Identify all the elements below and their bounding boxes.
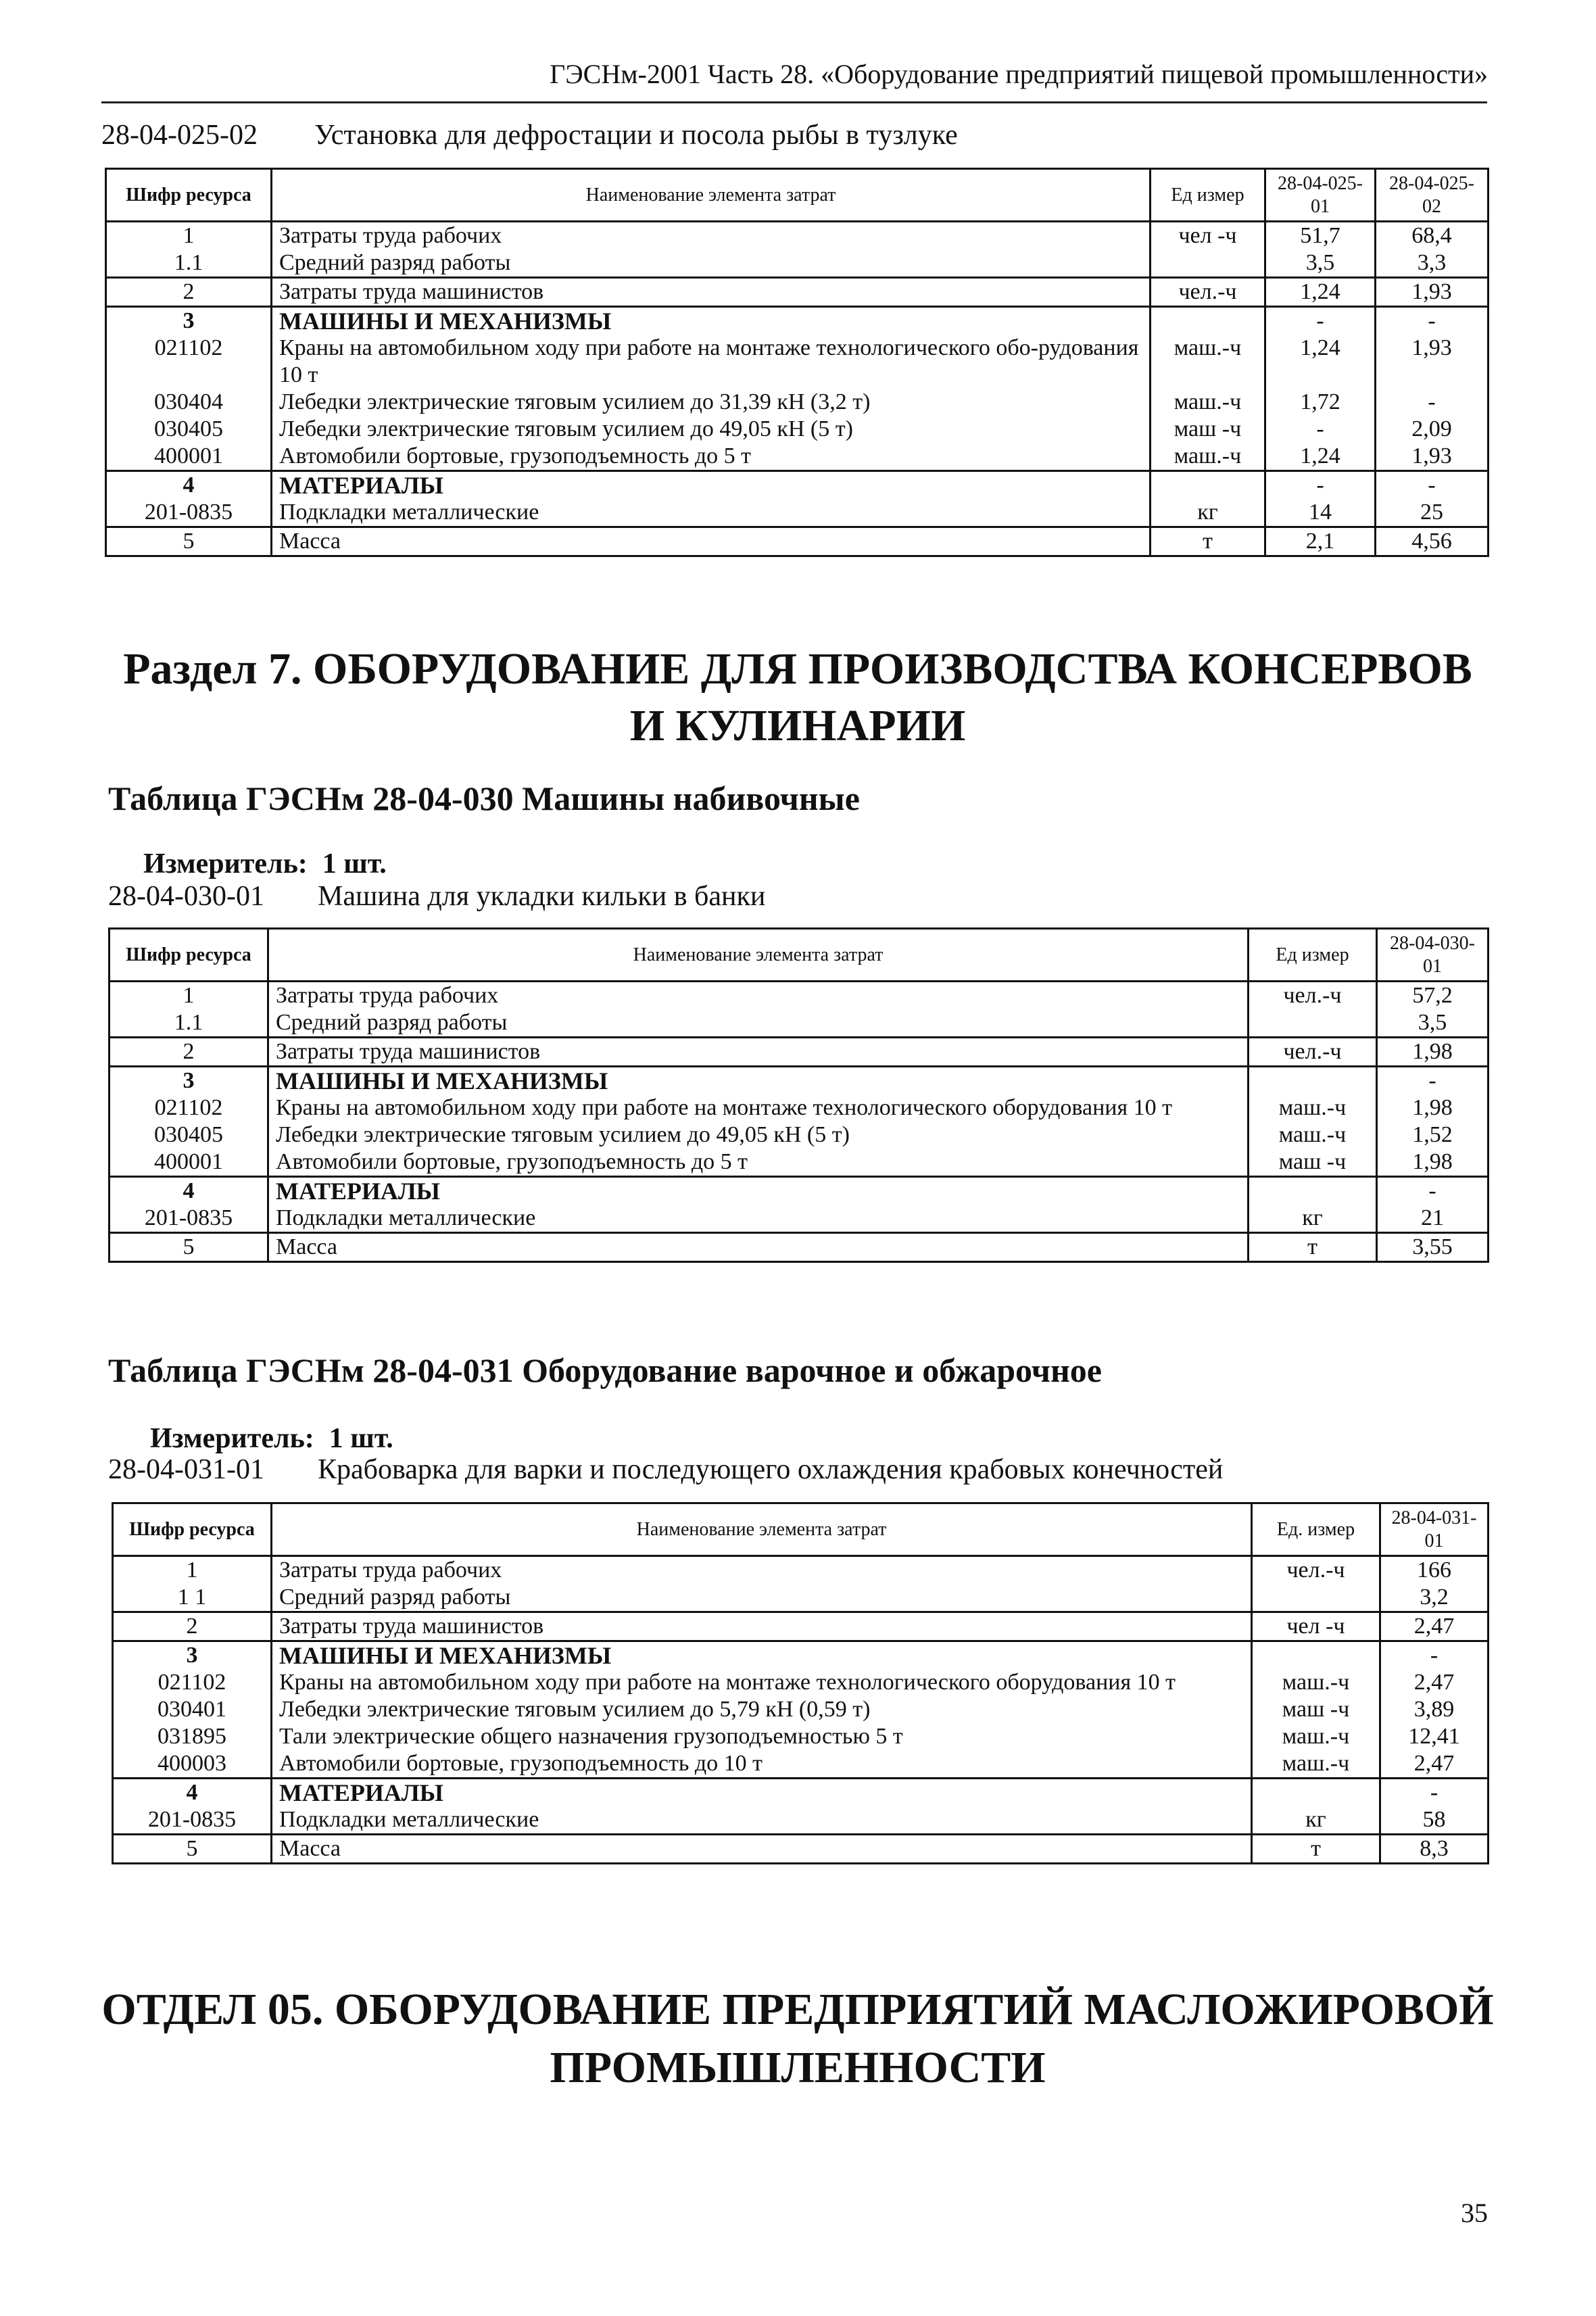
col-header-unit: Ед. измер [1252,1503,1380,1556]
table-row [113,1696,1489,1723]
unit-of-measure: маш.-ч [1252,1750,1380,1779]
unit-of-measure [1151,307,1265,335]
otdel-05-heading: ОТДЕЛ 05. ОБОРУДОВАНИЕ ПРЕДПРИЯТИЙ МАСЛОЖИРОВОЙ ПРОМЫШЛЕННОСТИ [101,1985,1494,2092]
cost-element-name: Средний разряд работы [272,249,1151,278]
value-col-1: 166 [1380,1556,1489,1585]
table-row [106,416,1489,443]
table-28-04-030 [108,927,1489,1263]
col-header-name: Наименование элемента затрат [268,929,1249,982]
t3-body [113,1556,1489,1864]
unit-of-measure [1249,1009,1377,1038]
unit-of-measure [1249,1067,1377,1095]
table-row [113,1556,1489,1585]
resource-code: 030405 [110,1121,268,1149]
value-col-1: 8,3 [1380,1835,1489,1864]
table-row [110,1205,1489,1233]
resource-code: 3 [113,1641,272,1670]
table-row [106,527,1489,556]
value-col-1: 1,72 [1265,389,1376,416]
t2-heading: Таблица ГЭСНм 28-04-030 Машины набивочные [108,779,860,817]
cost-element-name: Лебедки электрические тяговым усилием до 31,39 кН (3,2 т) [272,389,1151,416]
value-col-1: 2,47 [1380,1669,1489,1696]
resource-code: 021102 [110,1094,268,1121]
unit-of-measure: маш.-ч [1249,1094,1377,1121]
value-col-2: - [1376,471,1489,500]
cost-element-name: Средний разряд работы [268,1009,1249,1038]
unit-of-measure: т [1151,527,1265,556]
resource-code: 021102 [113,1669,272,1696]
value-col-1: 2,47 [1380,1750,1489,1779]
unit-of-measure [1151,249,1265,278]
resource-code: 400001 [106,443,272,471]
table-row [113,1806,1489,1835]
t3-heading: Таблица ГЭСНм 28-04-031 Оборудование варочное и обжарочное [108,1351,1102,1389]
col-header-c1: 28-04-030-01 [1377,929,1489,982]
value-col-1: 3,89 [1380,1696,1489,1723]
t3-measure-value: 1 шт. [329,1423,393,1454]
resource-code: 4 [106,471,272,500]
cost-element-name: Подкладки металлические [272,1806,1252,1835]
cost-element-name: Масса [268,1233,1249,1262]
value-col-2: 4,56 [1376,527,1489,556]
resource-code: 201-0835 [110,1205,268,1233]
unit-of-measure: маш.-ч [1151,443,1265,471]
cost-element-name: МАТЕРИАЛЫ [268,1177,1249,1205]
resource-code: 4 [113,1779,272,1807]
resource-code: 5 [110,1233,268,1262]
value-col-1: 1,24 [1265,278,1376,307]
cost-element-name: Краны на автомобильном ходу при работе на монтаже технологического обо-рудования 10 т [272,335,1151,389]
unit-of-measure: чел -ч [1151,222,1265,250]
unit-of-measure [1252,1779,1380,1807]
t2-body [110,982,1489,1262]
table-row [106,278,1489,307]
cost-element-name: Лебедки электрические тяговым усилием до 49,05 кН (5 т) [268,1121,1249,1149]
table-28-04-031 [112,1502,1489,1864]
resource-code: 400003 [113,1750,272,1779]
table-28-04-025 [105,168,1489,557]
table-row [106,222,1489,250]
value-col-1: - [1265,416,1376,443]
unit-of-measure: чел -ч [1252,1612,1380,1641]
t1-item-title [101,119,958,151]
unit-of-measure: чел.-ч [1151,278,1265,307]
value-col-1: 3,55 [1377,1233,1489,1262]
resource-code: 1.1 [110,1009,268,1038]
col-header-unit: Ед измер [1151,169,1265,222]
resource-code: 1 1 [113,1584,272,1612]
page-number: 35 [1461,2198,1488,2228]
cost-element-name: Подкладки металлические [268,1205,1249,1233]
unit-of-measure: маш.-ч [1249,1121,1377,1149]
table-row [113,1779,1489,1807]
value-col-2: 68,4 [1376,222,1489,250]
value-col-1: 51,7 [1265,222,1376,250]
cost-element-name: Лебедки электрические тяговым усилием до 5,79 кН (0,59 т) [272,1696,1252,1723]
resource-code: 201-0835 [113,1806,272,1835]
resource-code: 1 [110,982,268,1010]
value-col-2: 1,93 [1376,278,1489,307]
t3-item-name: Крабоварка для варки и последующего охлаждения крабовых конечностей [318,1454,1224,1485]
cost-element-name: МАТЕРИАЛЫ [272,471,1151,500]
cost-element-name: Средний разряд работы [272,1584,1252,1612]
t1-body [106,222,1489,556]
col-header-code: Шифр ресурса [110,929,268,982]
resource-code: 030405 [106,416,272,443]
header-rule [101,101,1487,103]
table-row [113,1641,1489,1670]
cost-element-name: МАШИНЫ И МЕХАНИЗМЫ [268,1067,1249,1095]
cost-element-name: Затраты труда машинистов [272,278,1151,307]
table-row [110,1038,1489,1067]
t3-measure-label: Измеритель: [150,1423,314,1454]
unit-of-measure [1252,1641,1380,1670]
t2-measure [143,848,387,880]
value-col-2: - [1376,389,1489,416]
value-col-1: 57,2 [1377,982,1489,1010]
table-row [106,471,1489,500]
unit-of-measure: чел.-ч [1249,1038,1377,1067]
value-col-1: - [1377,1067,1489,1095]
t1-item-code: 28-04-025-02 [101,120,258,151]
value-col-2: 1,93 [1376,335,1489,389]
t3-measure [150,1422,393,1455]
unit-of-measure: маш.-ч [1252,1723,1380,1750]
value-col-2: - [1376,307,1489,335]
unit-of-measure: маш -ч [1249,1149,1377,1177]
col-header-c1: 28-04-025-01 [1265,169,1376,222]
value-col-1: - [1265,471,1376,500]
t3-item-title [108,1453,1224,1486]
value-col-1: 2,47 [1380,1612,1489,1641]
unit-of-measure: чел.-ч [1252,1556,1380,1585]
cost-element-name: Затраты труда машинистов [268,1038,1249,1067]
value-col-1: 1,98 [1377,1038,1489,1067]
table-row [106,389,1489,416]
table-row [113,1750,1489,1779]
cost-element-name: Автомобили бортовые, грузоподъемность до 5 т [272,443,1151,471]
value-col-2: 25 [1376,499,1489,527]
table-row [110,1233,1489,1262]
resource-code: 1.1 [106,249,272,278]
cost-element-name: Затраты труда рабочих [272,222,1151,250]
resource-code: 2 [113,1612,272,1641]
cost-element-name: Масса [272,1835,1252,1864]
table-row [110,982,1489,1010]
value-col-1: 3,5 [1265,249,1376,278]
table-row [106,443,1489,471]
unit-of-measure: маш -ч [1252,1696,1380,1723]
value-col-1: 3,2 [1380,1584,1489,1612]
t3-item-code: 28-04-031-01 [108,1454,264,1485]
value-col-1: - [1380,1779,1489,1807]
table-row [110,1121,1489,1149]
unit-of-measure [1252,1584,1380,1612]
cost-element-name: Лебедки электрические тяговым усилием до 49,05 кН (5 т) [272,416,1151,443]
table-row [106,307,1489,335]
col-header-name: Наименование элемента затрат [272,1503,1252,1556]
value-col-1: - [1265,307,1376,335]
value-col-1: 1,24 [1265,335,1376,389]
unit-of-measure: т [1249,1233,1377,1262]
cost-element-name: Затраты труда рабочих [272,1556,1252,1585]
unit-of-measure: кг [1151,499,1265,527]
table-row [110,1177,1489,1205]
resource-code: 3 [110,1067,268,1095]
running-header: ГЭСНм-2001 Часть 28. «Оборудование предприятий пищевой промышленности» [550,59,1488,89]
table-row [110,1094,1489,1121]
unit-of-measure: маш.-ч [1252,1669,1380,1696]
value-col-1: 14 [1265,499,1376,527]
value-col-1: - [1377,1177,1489,1205]
table-row [113,1835,1489,1864]
value-col-1: 2,1 [1265,527,1376,556]
table-row [106,335,1489,389]
value-col-2: 1,93 [1376,443,1489,471]
resource-code: 1 [113,1556,272,1585]
cost-element-name: Тали электрические общего назначения грузоподъемностью 5 т [272,1723,1252,1750]
col-header-code: Шифр ресурса [106,169,272,222]
resource-code: 2 [110,1038,268,1067]
t2-measure-value: 1 шт. [322,848,387,879]
t2-item-name: Машина для укладки кильки в банки [318,881,766,912]
table-row [113,1669,1489,1696]
resource-code: 400001 [110,1149,268,1177]
t2-measure-label: Измеритель: [143,848,308,879]
section-7-heading: Раздел 7. ОБОРУДОВАНИЕ ДЛЯ ПРОИЗВОДСТВА КОНСЕРВОВ И КУЛИНАРИИ [123,644,1472,750]
cost-element-name: Затраты труда рабочих [268,982,1249,1010]
cost-element-name: Краны на автомобильном ходу при работе на монтаже технологического оборудования 10 т [272,1669,1252,1696]
table-row [106,249,1489,278]
unit-of-measure [1151,471,1265,500]
value-col-2: 2,09 [1376,416,1489,443]
table-row [113,1584,1489,1612]
resource-code: 2 [106,278,272,307]
resource-code: 201-0835 [106,499,272,527]
t1-item-name: Установка для дефростации и посола рыбы в тузлуке [314,120,958,151]
resource-code: 030401 [113,1696,272,1723]
resource-code: 4 [110,1177,268,1205]
value-col-1: 1,98 [1377,1149,1489,1177]
unit-of-measure: маш -ч [1151,416,1265,443]
col-header-name: Наименование элемента затрат [272,169,1151,222]
table-row [110,1149,1489,1177]
unit-of-measure: чел.-ч [1249,982,1377,1010]
unit-of-measure: кг [1252,1806,1380,1835]
cost-element-name: Краны на автомобильном ходу при работе на монтаже технологического оборудования 10 т [268,1094,1249,1121]
value-col-1: - [1380,1641,1489,1670]
table-row [110,1009,1489,1038]
resource-code: 021102 [106,335,272,389]
resource-code: 031895 [113,1723,272,1750]
t2-item-title [108,880,766,913]
cost-element-name: Автомобили бортовые, грузоподъемность до 5 т [268,1149,1249,1177]
unit-of-measure [1249,1177,1377,1205]
col-header-code: Шифр ресурса [113,1503,272,1556]
resource-code: 030404 [106,389,272,416]
value-col-1: 21 [1377,1205,1489,1233]
cost-element-name: Автомобили бортовые, грузоподъемность до 10 т [272,1750,1252,1779]
value-col-1: 1,24 [1265,443,1376,471]
cost-element-name: МАТЕРИАЛЫ [272,1779,1252,1807]
resource-code: 1 [106,222,272,250]
table-row [113,1723,1489,1750]
table-row [113,1612,1489,1641]
cost-element-name: МАШИНЫ И МЕХАНИЗМЫ [272,1641,1252,1670]
value-col-2: 3,3 [1376,249,1489,278]
col-header-c2: 28-04-025-02 [1376,169,1489,222]
col-header-unit: Ед измер [1249,929,1377,982]
t2-item-code: 28-04-030-01 [108,881,264,912]
value-col-1: 58 [1380,1806,1489,1835]
cost-element-name: МАШИНЫ И МЕХАНИЗМЫ [272,307,1151,335]
value-col-1: 12,41 [1380,1723,1489,1750]
resource-code: 5 [106,527,272,556]
cost-element-name: Подкладки металлические [272,499,1151,527]
col-header-c1: 28-04-031-01 [1380,1503,1489,1556]
table-row [106,499,1489,527]
resource-code: 3 [106,307,272,335]
value-col-1: 3,5 [1377,1009,1489,1038]
resource-code: 5 [113,1835,272,1864]
cost-element-name: Затраты труда машинистов [272,1612,1252,1641]
cost-element-name: Масса [272,527,1151,556]
unit-of-measure: кг [1249,1205,1377,1233]
value-col-1: 1,52 [1377,1121,1489,1149]
unit-of-measure: маш.-ч [1151,389,1265,416]
unit-of-measure: т [1252,1835,1380,1864]
value-col-1: 1,98 [1377,1094,1489,1121]
table-row [110,1067,1489,1095]
unit-of-measure: маш.-ч [1151,335,1265,389]
